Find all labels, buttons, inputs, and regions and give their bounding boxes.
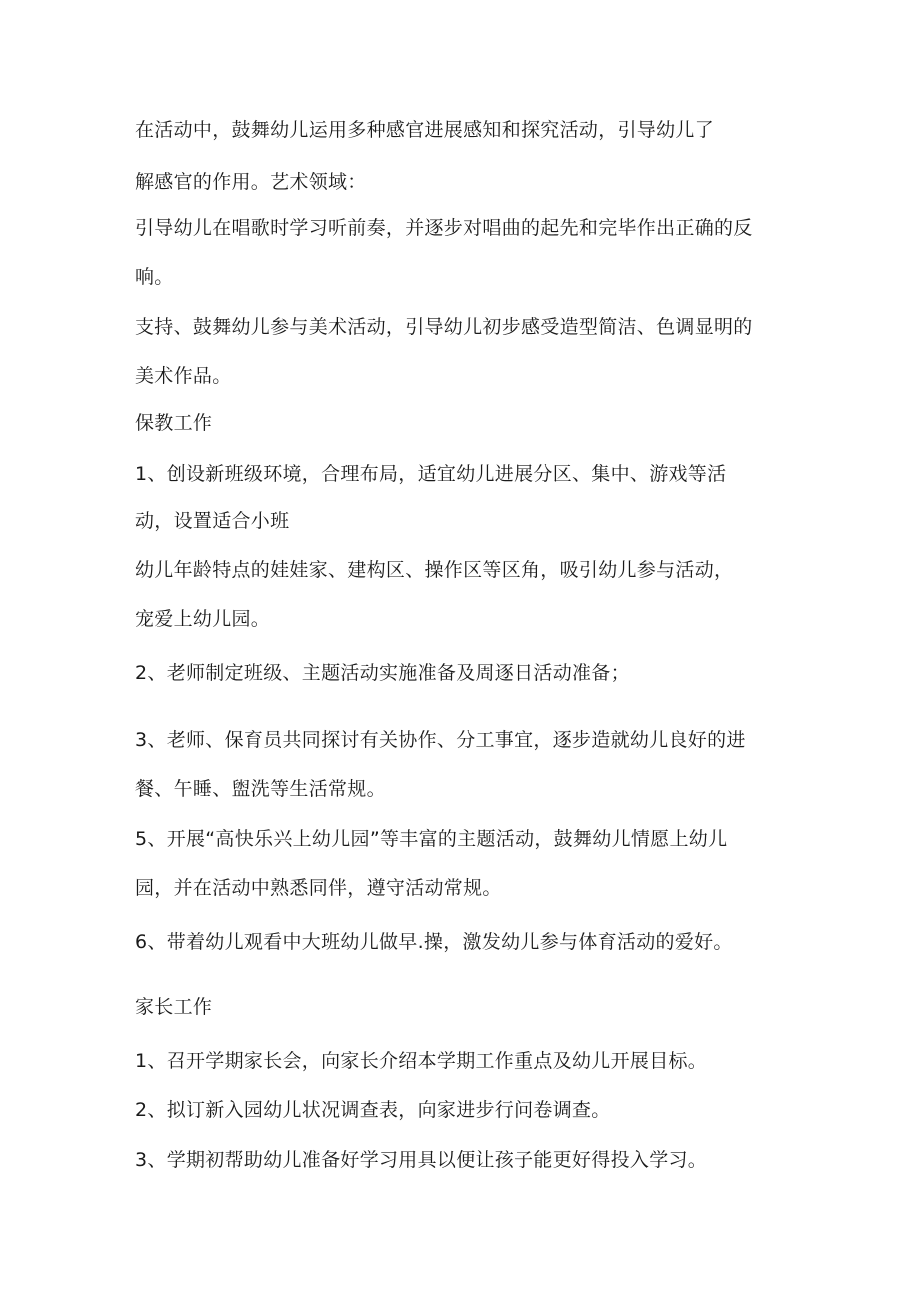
text-line: 动，设置适合小班	[135, 510, 290, 532]
text-line: 解感官的作用。艺术领域：	[135, 171, 367, 193]
text-line: 美术作品。	[135, 365, 232, 387]
section-heading: 保教工作	[135, 412, 213, 434]
text-line: 幼儿年龄特点的娃娃家、建构区、操作区等区角，吸引幼儿参与活动，	[135, 559, 734, 581]
text-line: 5、开展“高快乐兴上幼儿园”等丰富的主题活动，鼓舞幼儿情愿上幼儿	[135, 828, 728, 850]
text-line: 园，并在活动中熟悉同伴，遵守活动常规。	[135, 877, 502, 899]
section-heading: 家长工作	[135, 996, 213, 1018]
text-line: 1、创设新班级环境，合理布局，适宜幼儿进展分区、集中、游戏等活	[135, 463, 727, 485]
text-line: 在活动中，鼓舞幼儿运用多种感官进展感知和探究活动，引导幼儿了	[135, 119, 715, 141]
text-line: 支持、鼓舞幼儿参与美术活动，引导幼儿初步感受造型简洁、色调显明的	[135, 316, 753, 338]
text-line: 响。	[135, 266, 174, 288]
text-line: 2、老师制定班级、主题活动实施准备及周逐日活动准备；	[135, 662, 630, 684]
text-line: 6、带着幼儿观看中大班幼儿做早.操，激发幼儿参与体育活动的爱好。	[135, 931, 733, 953]
text-line: 2、拟订新入园幼儿状况调查表，向家进步行问卷调查。	[135, 1099, 611, 1121]
text-line: 餐、午睡、盥洗等生活常规。	[135, 778, 386, 800]
text-line: 3、老师、保育员共同探讨有关协作、分工事宜，逐步造就幼儿良好的进	[135, 729, 746, 751]
text-line: 3、学期初帮助幼儿准备好学习用具以便让孩子能更好得投入学习。	[135, 1149, 708, 1171]
text-line: 引导幼儿在唱歌时学习听前奏，并逐步对唱曲的起先和完毕作出正确的反	[135, 217, 753, 239]
text-line: 宠爱上幼儿园。	[135, 608, 271, 630]
text-line: 1、召开学期家长会，向家长介绍本学期工作重点及幼儿开展目标。	[135, 1050, 708, 1072]
